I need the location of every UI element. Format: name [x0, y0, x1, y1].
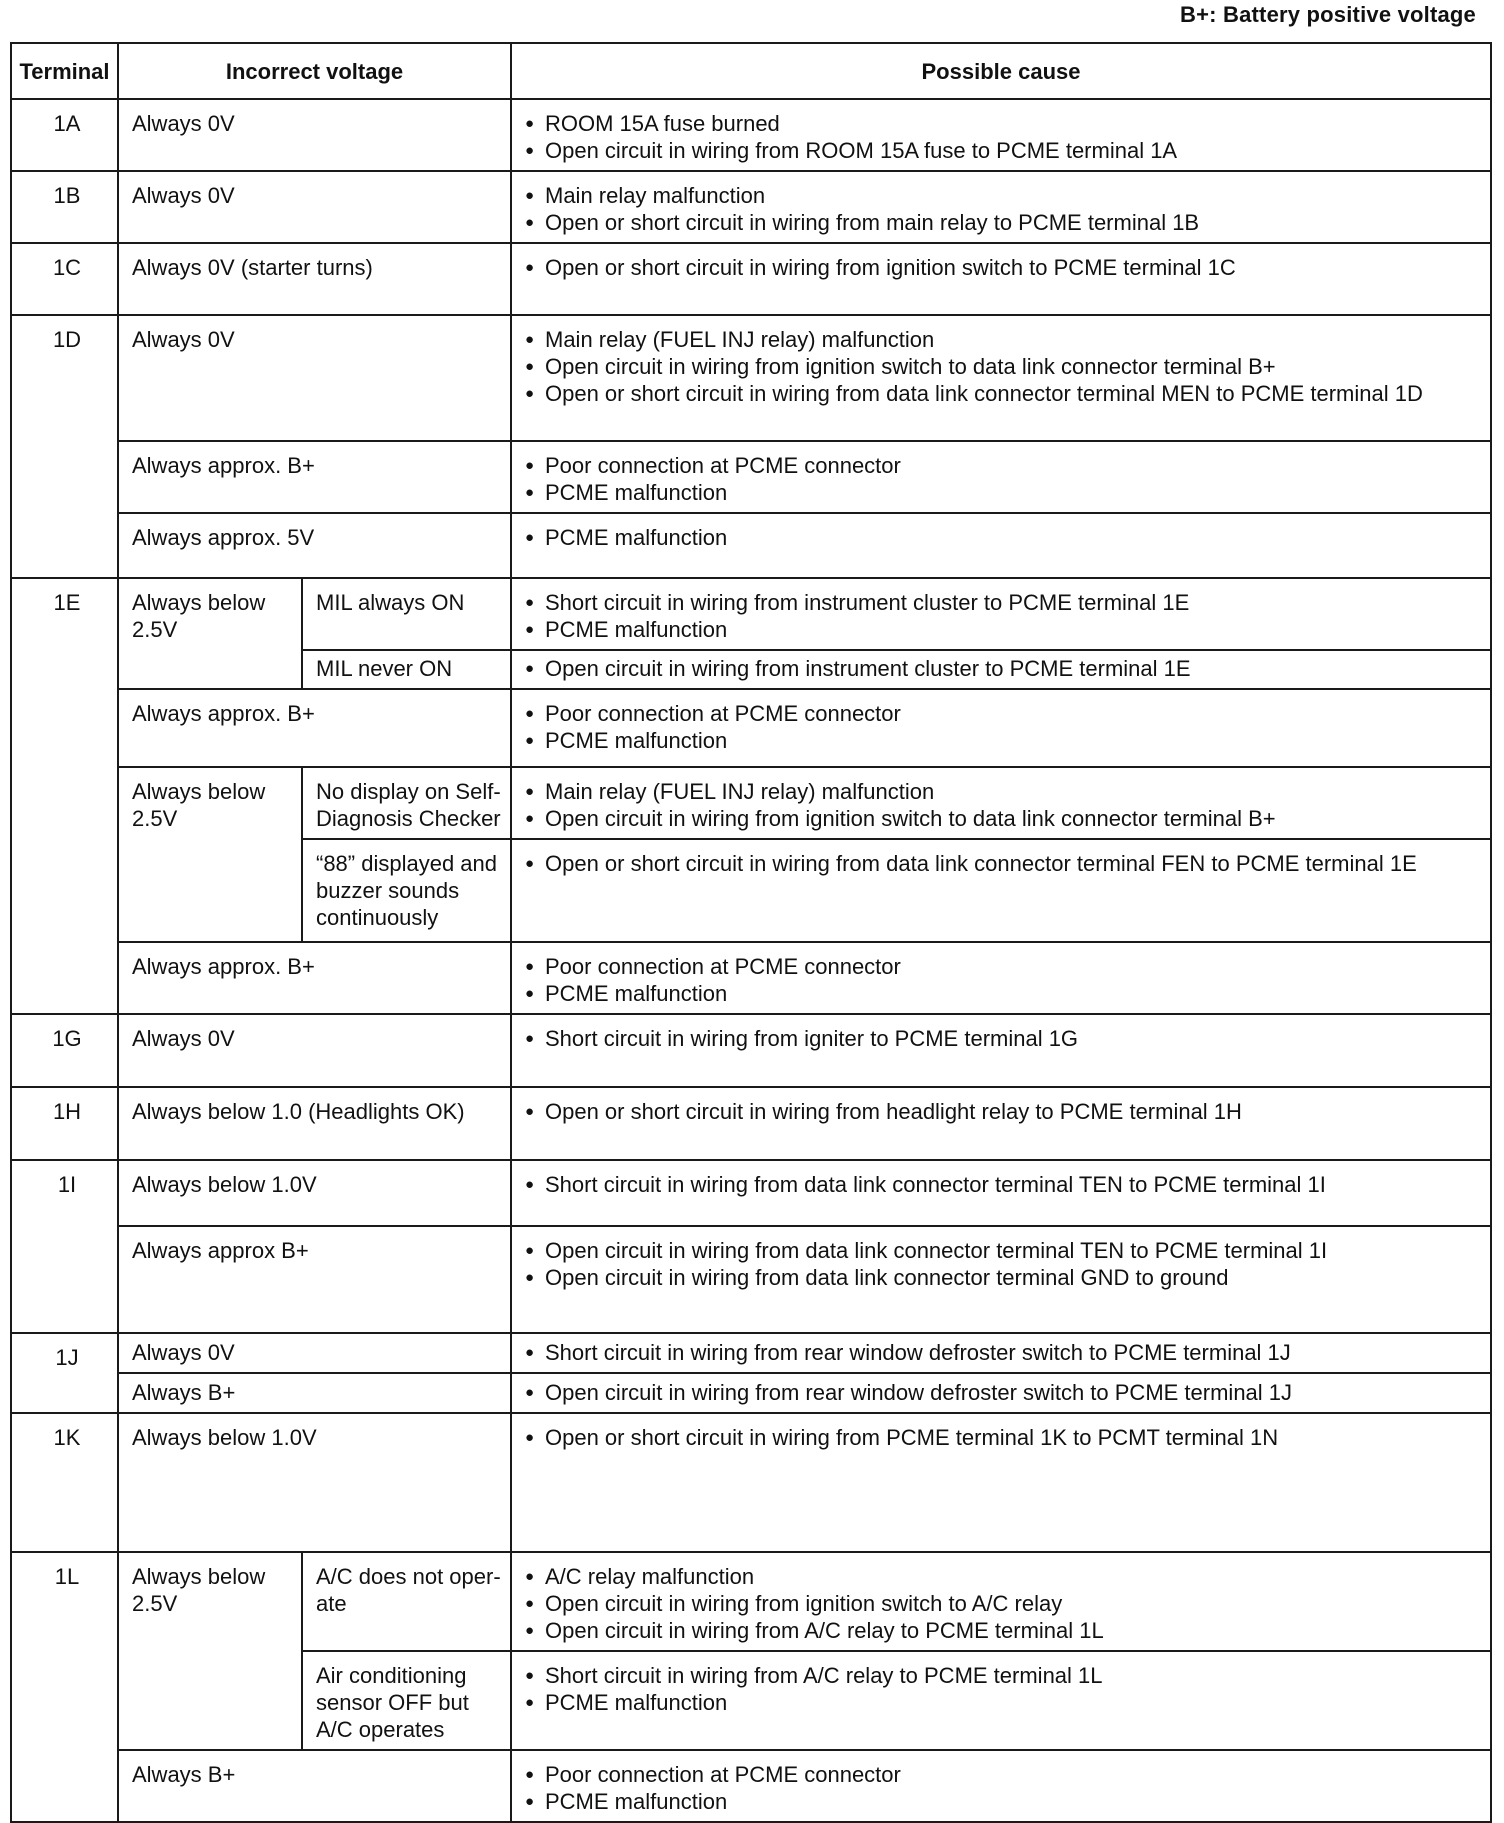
cause-item: ● Open or short circuit in wiring from PCME terminal 1K to PCMT terminal 1N: [525, 1424, 1482, 1451]
voltage-cell: Always approx. B+: [118, 689, 511, 767]
cause-cell: [511, 1014, 1491, 1087]
condition-cell: Air conditioning sensor OFF but A/C operates: [302, 1651, 511, 1750]
cause-item: ● Poor connection at PCME connector: [525, 452, 1482, 479]
cause-cell: [511, 1160, 1491, 1226]
table-row: [11, 171, 1491, 243]
cause-item: ● Main relay (FUEL INJ relay) malfunction: [525, 326, 1482, 353]
cause-item: ● Main relay (FUEL INJ relay) malfunction: [525, 778, 1482, 805]
table-row: [11, 767, 1491, 839]
cause-item: ● Short circuit in wiring from instrument cluster to PCME terminal 1E: [525, 589, 1482, 616]
cause-cell: [511, 1413, 1491, 1552]
terminal-cell: 1C: [11, 243, 118, 315]
table-row: [11, 441, 1491, 513]
voltage-cell: Always below 1.0V: [118, 1160, 511, 1226]
terminal-cell: 1B: [11, 171, 118, 243]
voltage-cell: Always below 2.5V: [118, 1552, 302, 1750]
voltage-cell: Always B+: [118, 1750, 511, 1822]
cause-item: ● PCME malfunction: [525, 727, 1482, 754]
voltage-cell: Always below 2.5V: [118, 578, 302, 689]
cause-cell: [511, 578, 1491, 650]
condition-cell: MIL always ON: [302, 578, 511, 650]
table-row: [11, 99, 1491, 171]
terminal-cell: 1D: [11, 315, 118, 578]
cause-item: ● Open or short circuit in wiring from data link connector terminal MEN to PCME terminal 1D: [525, 380, 1482, 407]
cause-cell: [511, 767, 1491, 839]
diagnosis-table: [10, 42, 1492, 1823]
cause-item: ● Open circuit in wiring from ROOM 15A fuse to PCME terminal 1A: [525, 137, 1482, 164]
cause-cell: [511, 1087, 1491, 1160]
cause-cell: [511, 441, 1491, 513]
cause-cell: [511, 650, 1491, 689]
cause-cell: [511, 839, 1491, 942]
condition-cell: MIL never ON: [302, 650, 511, 689]
table-row: [11, 1087, 1491, 1160]
voltage-cell: Always 0V: [118, 1333, 511, 1373]
table-header-row: [11, 43, 1491, 99]
table-row: [11, 1413, 1491, 1552]
voltage-cell: Always 0V: [118, 99, 511, 171]
cause-item: ● Open circuit in wiring from ignition switch to data link connector terminal B+: [525, 353, 1482, 380]
cause-item: ● Open circuit in wiring from instrument cluster to PCME terminal 1E: [525, 655, 1482, 682]
table-row: [11, 1333, 1491, 1373]
voltage-cell: Always below 2.5V: [118, 767, 302, 942]
cause-item: ● PCME malfunction: [525, 616, 1482, 643]
terminal-cell: 1I: [11, 1160, 118, 1333]
cause-cell: [511, 942, 1491, 1014]
cause-item: ● Open or short circuit in wiring from ignition switch to PCME terminal 1C: [525, 254, 1482, 281]
cause-item: ● Open or short circuit in wiring from main relay to PCME terminal 1B: [525, 209, 1482, 236]
cause-item: ● Poor connection at PCME connector: [525, 1761, 1482, 1788]
cause-item: ● Short circuit in wiring from rear window defroster switch to PCME terminal 1J: [525, 1339, 1482, 1366]
terminal-cell: 1K: [11, 1413, 118, 1552]
table-row: [11, 578, 1491, 650]
cause-item: ● Open circuit in wiring from rear window defroster switch to PCME terminal 1J: [525, 1379, 1482, 1406]
terminal-cell: 1A: [11, 99, 118, 171]
terminal-cell: 1L: [11, 1552, 118, 1822]
table-row: [11, 513, 1491, 578]
cause-item: ● Open circuit in wiring from ignition switch to A/C relay: [525, 1590, 1482, 1617]
cause-item: ● Short circuit in wiring from igniter to PCME terminal 1G: [525, 1025, 1482, 1052]
table-row: [11, 1014, 1491, 1087]
voltage-cell: Always 0V (starter turns): [118, 243, 511, 315]
header-incorrect-voltage: Incorrect voltage: [118, 43, 511, 99]
cause-cell: [511, 689, 1491, 767]
header-possible-cause: Possible cause: [511, 43, 1491, 99]
cause-item: ● PCME malfunction: [525, 479, 1482, 506]
cause-cell: [511, 1651, 1491, 1750]
cause-item: ● Main relay malfunction: [525, 182, 1482, 209]
cause-item: ● Short circuit in wiring from data link connector terminal TEN to PCME terminal 1I: [525, 1171, 1482, 1198]
cause-item: ● PCME malfunction: [525, 524, 1482, 551]
voltage-cell: Always below 1.0V: [118, 1413, 511, 1552]
voltage-cell: Always B+: [118, 1373, 511, 1413]
table-row: [11, 1226, 1491, 1333]
voltage-cell: Always 0V: [118, 315, 511, 441]
terminal-cell: 1E: [11, 578, 118, 1014]
voltage-cell: Always 0V: [118, 1014, 511, 1087]
condition-cell: “88” displayed and buzzer sounds continuously: [302, 839, 511, 942]
cause-item: ● Poor connection at PCME connector: [525, 953, 1482, 980]
cause-cell: [511, 1750, 1491, 1822]
voltage-cell: Always approx. 5V: [118, 513, 511, 578]
voltage-cell: Always approx. B+: [118, 441, 511, 513]
condition-cell: A/C does not oper-ate: [302, 1552, 511, 1651]
cause-item: ● ROOM 15A fuse burned: [525, 110, 1482, 137]
voltage-cell: Always 0V: [118, 171, 511, 243]
cause-item: ● Open or short circuit in wiring from data link connector terminal FEN to PCME terminal 1E: [525, 850, 1482, 877]
cause-cell: [511, 1226, 1491, 1333]
cause-item: ● Open circuit in wiring from data link connector terminal GND to ground: [525, 1264, 1482, 1291]
cause-item: ● Open or short circuit in wiring from headlight relay to PCME terminal 1H: [525, 1098, 1482, 1125]
table-row: [11, 942, 1491, 1014]
cause-item: ● Open circuit in wiring from data link connector terminal TEN to PCME terminal 1I: [525, 1237, 1482, 1264]
table-row: [11, 1750, 1491, 1822]
cause-item: ● Open circuit in wiring from ignition switch to data link connector terminal B+: [525, 805, 1482, 832]
battery-voltage-note: B+: Battery positive voltage: [1180, 2, 1476, 27]
terminal-cell: 1J: [11, 1333, 118, 1413]
cause-item: ● PCME malfunction: [525, 1788, 1482, 1815]
cause-item: ● Poor connection at PCME connector: [525, 700, 1482, 727]
cause-cell: [511, 1552, 1491, 1651]
table-row: [11, 1552, 1491, 1651]
cause-cell: [511, 99, 1491, 171]
cause-item: ● PCME malfunction: [525, 980, 1482, 1007]
table-row: [11, 689, 1491, 767]
header-terminal: Terminal: [11, 43, 118, 99]
cause-cell: [511, 315, 1491, 441]
table-row: [11, 315, 1491, 441]
table-row: [11, 1160, 1491, 1226]
cause-cell: [511, 171, 1491, 243]
voltage-cell: Always approx. B+: [118, 942, 511, 1014]
cause-item: ● Short circuit in wiring from A/C relay to PCME terminal 1L: [525, 1662, 1482, 1689]
cause-item: ● Open circuit in wiring from A/C relay to PCME terminal 1L: [525, 1617, 1482, 1644]
condition-cell: No display on Self-Diagnosis Checker: [302, 767, 511, 839]
terminal-cell: 1G: [11, 1014, 118, 1087]
voltage-cell: Always approx B+: [118, 1226, 511, 1333]
cause-cell: [511, 1373, 1491, 1413]
cause-cell: [511, 513, 1491, 578]
cause-item: ● PCME malfunction: [525, 1689, 1482, 1716]
table-row: [11, 243, 1491, 315]
voltage-cell: Always below 1.0 (Headlights OK): [118, 1087, 511, 1160]
terminal-cell: 1H: [11, 1087, 118, 1160]
cause-item: ● A/C relay malfunction: [525, 1563, 1482, 1590]
cause-cell: [511, 1333, 1491, 1373]
table-row: [11, 1373, 1491, 1413]
cause-cell: [511, 243, 1491, 315]
